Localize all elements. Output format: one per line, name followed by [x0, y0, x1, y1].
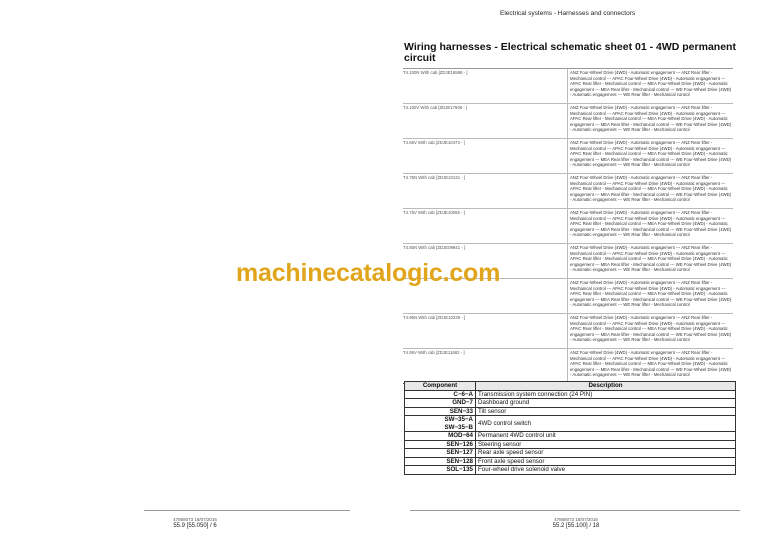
- model-name: T4.100V With cab [ZDJE17606 - ]: [403, 105, 468, 110]
- component-code: SEN−33: [405, 407, 476, 416]
- model-row: [403, 139, 733, 174]
- table-row: [405, 416, 736, 432]
- component-code: SEN−126: [405, 440, 476, 449]
- footer-right-code: 47868073 18/07/2016: [554, 517, 598, 522]
- component-description: Permanent 4WD control unit: [476, 432, 736, 441]
- model-configuration: ANZ Four-Wheel Drive (4WD) - Automatic engagement --- ANZ Rear lifter - Mechanical control --- APAC Four-Wheel Drive (4WD) - Automatic engagement --- APAC Rear lifter - Mechanical control --- MEA Four-Wheel Drive (4WD) - Automatic engagement --- MEA Rear lifter - Mechanical control --- WE Four-Wheel Drive (4WD) - Automatic engagement --- WE Rear lifter - Mechanical control: [567, 244, 733, 278]
- table-row: [405, 432, 736, 441]
- component-code: SEN−127: [405, 449, 476, 458]
- model-row: [403, 349, 733, 384]
- footer-left-page: 55.9 [55.050] / 6: [173, 523, 217, 529]
- model-configuration: ANZ Four-Wheel Drive (4WD) - Automatic engagement --- ANZ Rear lifter - Mechanical control --- APAC Four-Wheel Drive (4WD) - Automatic engagement --- APAC Rear lifter - Mechanical control --- MEA Four-Wheel Drive (4WD) - Automatic engagement --- MEA Rear lifter - Mechanical control --- WE Four-Wheel Drive (4WD) - Automatic engagement --- WE Rear lifter - Mechanical control: [567, 104, 733, 138]
- column-header-component: Component: [405, 382, 476, 391]
- model-configuration: ANZ Four-Wheel Drive (4WD) - Automatic engagement --- ANZ Rear lifter - Mechanical control --- APAC Four-Wheel Drive (4WD) - Automatic engagement --- APAC Rear lifter - Mechanical control --- MEA Four-Wheel Drive (4WD) - Automatic engagement --- MEA Rear lifter - Mechanical control --- WE Four-Wheel Drive (4WD) - Automatic engagement --- WE Rear lifter - Mechanical control: [567, 279, 733, 313]
- component-code: C−6−A: [405, 390, 476, 399]
- footer-divider-right: [410, 510, 740, 511]
- model-name: T4.100N With cab [ZDJE16586 - ]: [403, 70, 468, 75]
- model-configuration: ANZ Four-Wheel Drive (4WD) - Automatic engagement --- ANZ Rear lifter - Mechanical control --- APAC Four-Wheel Drive (4WD) - Automatic engagement --- APAC Rear lifter - Mechanical control --- MEA Four-Wheel Drive (4WD) - Automatic engagement --- MEA Rear lifter - Mechanical control --- WE Four-Wheel Drive (4WD) - Automatic engagement --- WE Rear lifter - Mechanical control: [567, 69, 733, 103]
- table-row: [405, 466, 736, 475]
- model-name: T4.95N With cab [ZDJE10236 - ]: [403, 315, 466, 320]
- model-applicability-list: [403, 68, 733, 384]
- model-name: T4.75N With cab [ZDJE10131 - ]: [403, 175, 466, 180]
- table-row: [405, 407, 736, 416]
- table-row: [405, 449, 736, 458]
- model-name: T4.65V With cab [ZDJE10473 - ]: [403, 140, 465, 145]
- watermark-text: machinecatalogic.com: [236, 259, 501, 287]
- model-configuration: ANZ Four-Wheel Drive (4WD) - Automatic engagement --- ANZ Rear lifter - Mechanical control --- APAC Four-Wheel Drive (4WD) - Automatic engagement --- APAC Rear lifter - Mechanical control --- MEA Four-Wheel Drive (4WD) - Automatic engagement --- MEA Rear lifter - Mechanical control --- WE Four-Wheel Drive (4WD) - Automatic engagement --- WE Rear lifter - Mechanical control: [567, 349, 733, 383]
- component-code: MOD−64: [405, 432, 476, 441]
- component-description: Front axle speed sensor: [476, 457, 736, 466]
- model-name: T4.85N With cab [ZDJE09941 - ]: [403, 245, 466, 250]
- table-row: [405, 399, 736, 408]
- table-row: [405, 390, 736, 399]
- component-code: SEN−128: [405, 457, 476, 466]
- footer-right-page: 55.2 [55.100] / 18: [552, 523, 600, 529]
- footer-left-code: 47868073 18/07/2016: [173, 517, 217, 522]
- component-code: SOL−135: [405, 466, 476, 475]
- column-header-description: Description: [476, 382, 736, 391]
- footer-left: [95, 516, 295, 530]
- model-configuration: ANZ Four-Wheel Drive (4WD) - Automatic engagement --- ANZ Rear lifter - Mechanical control --- APAC Four-Wheel Drive (4WD) - Automatic engagement --- APAC Rear lifter - Mechanical control --- MEA Four-Wheel Drive (4WD) - Automatic engagement --- MEA Rear lifter - Mechanical control --- WE Four-Wheel Drive (4WD) - Automatic engagement --- WE Rear lifter - Mechanical control: [567, 314, 733, 348]
- model-configuration: ANZ Four-Wheel Drive (4WD) - Automatic engagement --- ANZ Rear lifter - Mechanical control --- APAC Four-Wheel Drive (4WD) - Automatic engagement --- APAC Rear lifter - Mechanical control --- MEA Four-Wheel Drive (4WD) - Automatic engagement --- MEA Rear lifter - Mechanical control --- WE Four-Wheel Drive (4WD) - Automatic engagement --- WE Rear lifter - Mechanical control: [567, 139, 733, 173]
- section-header: Electrical systems - Harnesses and connectors: [500, 10, 636, 17]
- footer-divider-left: [144, 510, 350, 511]
- model-configuration: ANZ Four-Wheel Drive (4WD) - Automatic engagement --- ANZ Rear lifter - Mechanical control --- APAC Four-Wheel Drive (4WD) - Automatic engagement --- APAC Rear lifter - Mechanical control --- MEA Four-Wheel Drive (4WD) - Automatic engagement --- MEA Rear lifter - Mechanical control --- WE Four-Wheel Drive (4WD) - Automatic engagement --- WE Rear lifter - Mechanical control: [567, 209, 733, 243]
- component-description: Transmission system connection (24 PIN): [476, 390, 736, 399]
- component-table: [404, 381, 736, 475]
- model-row: [403, 174, 733, 209]
- model-name: T4.75V With cab [ZDJE10065 - ]: [403, 210, 465, 215]
- component-description: 4WD control switch: [476, 416, 736, 432]
- component-code: SW−35−A SW−35−B: [405, 416, 476, 432]
- component-description: Tilt sensor: [476, 407, 736, 416]
- model-configuration: ANZ Four-Wheel Drive (4WD) - Automatic engagement --- ANZ Rear lifter - Mechanical control --- APAC Four-Wheel Drive (4WD) - Automatic engagement --- APAC Rear lifter - Mechanical control --- MEA Four-Wheel Drive (4WD) - Automatic engagement --- MEA Rear lifter - Mechanical control --- WE Four-Wheel Drive (4WD) - Automatic engagement --- WE Rear lifter - Mechanical control: [567, 174, 733, 208]
- table-row: [405, 457, 736, 466]
- model-row: [403, 209, 733, 244]
- table-row: [405, 440, 736, 449]
- component-description: Dashboard ground: [476, 399, 736, 408]
- component-description: Rear axle speed sensor: [476, 449, 736, 458]
- model-row: [403, 314, 733, 349]
- component-description: Four-wheel drive solenoid valve: [476, 466, 736, 475]
- component-code: GND−7: [405, 399, 476, 408]
- model-row: [403, 104, 733, 139]
- model-name: T4.95V With cab [ZDJE11682 - ]: [403, 350, 465, 355]
- page-title: Wiring harnesses - Electrical schematic sheet 01 - 4WD permanent circuit: [404, 41, 736, 64]
- footer-right: [476, 516, 676, 530]
- model-row: [403, 69, 733, 104]
- component-description: Steering sensor: [476, 440, 736, 449]
